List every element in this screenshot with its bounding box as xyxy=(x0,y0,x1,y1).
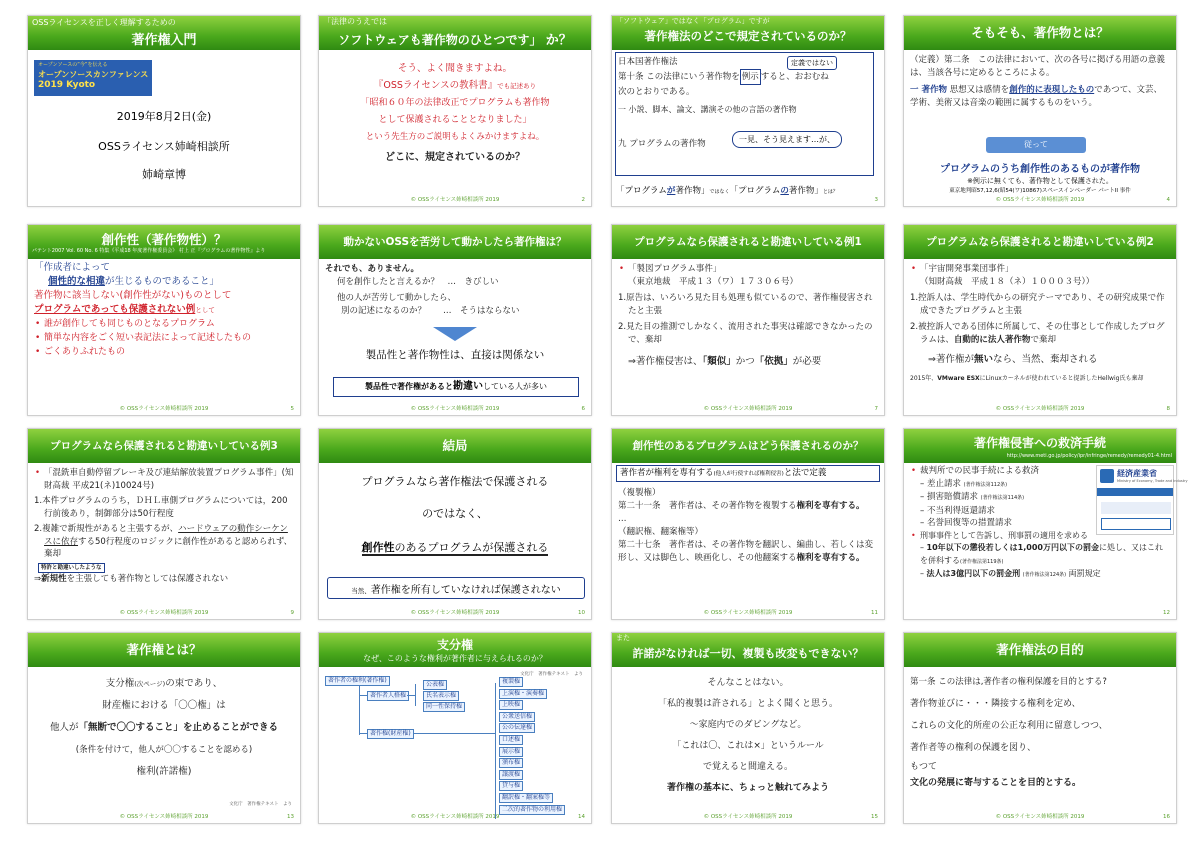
l1-a: 支分権 xyxy=(105,678,135,689)
a27-a: 第二十七条 著作者は、その著作物を翻訳し、編曲し、若しくは変形し、又は脚色し、映画化し、その他翻案する xyxy=(618,540,874,563)
p2-a: 2.複雑で新規性があると主張するが、 xyxy=(34,524,179,534)
conclusion xyxy=(910,353,1170,366)
slide-body xyxy=(34,467,294,586)
slide-title: そもそも、著作物とは？ xyxy=(971,25,1109,40)
node-publication: 公表権 xyxy=(423,680,447,690)
line-6: 文化の発展に寄与することを目的とする。 xyxy=(910,778,1082,788)
bullet-3: • ごくありふれたもの xyxy=(34,345,294,359)
connector xyxy=(495,683,496,819)
not-protected: プログラムであっても保護されない例 xyxy=(34,304,196,315)
footer: © OSSライセンス姉崎相談所 2019 xyxy=(410,406,500,412)
node-economic-right: 翻訳権・翻案権等 xyxy=(499,793,553,803)
line-1: そんなことはない。 xyxy=(707,678,789,688)
source-url[interactable]: http://www.meti.go.jp/policy/ipr/infringe/remedy/remedy01-4.html xyxy=(1006,453,1172,459)
slide-15 xyxy=(611,632,885,824)
bullet-2: • 簡単な内容をごく短い表記法によって記述したもの xyxy=(34,331,294,345)
down-arrow xyxy=(433,327,477,341)
case-name: • 「宇宙開発事業団事件」 xyxy=(910,263,1170,276)
slide-title: 創作性のあるプログラムはどう保護されるのか？ xyxy=(632,440,864,452)
connector xyxy=(413,733,495,734)
footer: © OSSライセンス姉崎相談所 2019 xyxy=(119,610,209,616)
line-3 xyxy=(34,717,294,739)
slide-body xyxy=(910,54,1170,110)
line-5: もつて xyxy=(910,762,938,772)
source: 文化庁 著作権テキスト より xyxy=(520,672,583,677)
particle-ga: が xyxy=(666,186,676,196)
phrase-1: 「プログラム xyxy=(616,186,667,196)
slide-10 xyxy=(318,428,592,620)
footer: © OSSライセンス姉崎相談所 2019 xyxy=(410,814,500,820)
point-2 xyxy=(910,321,1170,347)
slide-subtitle: 「ソフトウェア」ではなく「プログラム」ですが xyxy=(616,17,770,25)
page-number: 4 xyxy=(1166,197,1170,203)
line-4: として保護されることとなりました」 xyxy=(378,115,532,125)
callout-not-definition: 定義ではない xyxy=(787,56,837,70)
damages: 損害賠償請求 xyxy=(926,492,978,502)
definition-item xyxy=(910,84,1170,110)
callout-looks-so: 一見、そう見えます…が、 xyxy=(732,131,842,148)
slide-header xyxy=(904,225,1176,259)
p2-b: ハードウェアの動作シーケンスに依存 xyxy=(44,524,288,547)
misconception-box xyxy=(333,377,579,397)
example-word: 例示 xyxy=(740,69,761,85)
c-a: ⇒著作権が xyxy=(928,354,974,365)
penalty-1: – 10年以下の懲役若しくは1,000万円以下の罰金に処し、又はこれを併科する(著作権法第119条) xyxy=(920,543,1163,565)
d-b: (他人が行使すれば権利侵害) xyxy=(713,471,784,477)
p2-c: する50行程度のロジックに創作性があると認められず、棄却 xyxy=(44,536,293,559)
slide-body xyxy=(615,52,874,176)
line-2c: すると、おおむね xyxy=(760,72,829,82)
slide-header xyxy=(28,16,300,50)
connector xyxy=(407,695,415,696)
node-property-rights: 著作権(財産権) xyxy=(367,729,414,739)
line-3: 次のとおりである。 xyxy=(618,87,695,97)
page-number: 14 xyxy=(578,814,585,820)
phrase-3: ではなく xyxy=(709,189,730,195)
line-6 xyxy=(616,184,838,196)
page-number: 15 xyxy=(871,814,878,820)
slide-3 xyxy=(611,15,885,207)
slide-body xyxy=(618,263,878,368)
item-3: – 不当利得返還請求 xyxy=(920,505,995,516)
page-number: 16 xyxy=(1163,814,1170,820)
slide-title: 許諾がなければ一切、複製も改変もできない？ xyxy=(632,647,864,660)
item-4: – 名誉回復等の措置請求 xyxy=(920,518,1012,528)
slide-title: 支分権 xyxy=(436,638,473,652)
conclusion xyxy=(34,573,294,586)
l1-b: (次ページ) xyxy=(134,680,166,688)
slide-title: 創作性（著作物性）？ xyxy=(101,232,227,247)
pen-a: 10年以下の懲役若しくは1,000万円以下の罰金 xyxy=(926,543,1099,552)
c-b: 無い xyxy=(973,354,993,365)
injunction: 差止請求 xyxy=(926,478,961,489)
l3-b: 「無断で〇〇すること」を止めることができる xyxy=(78,722,279,733)
line-5: 権利(許諾権) xyxy=(136,766,192,777)
line-1: プログラムなら著作権法で保護される xyxy=(361,475,549,488)
l3-a: 他人が xyxy=(49,722,79,733)
node-economic-right: 貸与権 xyxy=(499,781,523,791)
node-economic-right: 複製権 xyxy=(499,677,523,687)
line-4b: として xyxy=(195,306,215,314)
page-number: 11 xyxy=(871,610,878,616)
slide-8 xyxy=(903,224,1177,416)
slide-header xyxy=(904,16,1176,50)
page-number: 7 xyxy=(874,406,878,412)
slide-body xyxy=(910,465,1170,582)
slide-body xyxy=(618,673,878,799)
line-2: 何を創作したと言えるか？ … きびしい xyxy=(337,277,499,287)
node-economic-right: 二次的著作物の利用権 xyxy=(499,805,565,815)
line-1 xyxy=(34,673,294,695)
c-b: 新規性 xyxy=(41,574,67,584)
slide-6 xyxy=(318,224,592,416)
node-economic-right: 公の伝達権 xyxy=(499,723,535,733)
page-number: 9 xyxy=(290,610,294,616)
page-number: 3 xyxy=(874,197,878,203)
osc-logo-line-3: 2019 Kyoto xyxy=(38,80,96,90)
term: 一 著作物 xyxy=(910,85,947,95)
footer: © OSSライセンス姉崎相談所 2019 xyxy=(119,406,209,412)
slide-4 xyxy=(903,15,1177,207)
line-1: 第一条 この法律は,著作者の権利保護を目的とする? xyxy=(910,677,1107,687)
node-integrity: 同一性保持権 xyxy=(423,702,465,712)
footer: © OSSライセンス姉崎相談所 2019 xyxy=(703,814,793,820)
c-c: を主張しても著作物としては保護されない xyxy=(66,574,229,584)
slide-header xyxy=(612,633,884,667)
case-ref: 東京地判昭57,12,6(昭54(ワ)10867)スペースインベーダー パートII 事件 xyxy=(949,188,1131,194)
node-economic-right: 展示権 xyxy=(499,747,523,757)
article-21 xyxy=(618,500,878,513)
c-c: なら、当然、棄却される xyxy=(992,354,1098,365)
slide-subtitle: OSSライセンスを正しく理解するための xyxy=(32,18,176,27)
patent-tag: 特許と勘違いしたような xyxy=(38,563,105,573)
line-3b: のあるプログラムが保護される xyxy=(394,541,549,554)
corp-a: 法人は3億円以下の罰金刑 xyxy=(926,569,1021,578)
slide-title: プログラムなら保護されると勘違いしている例2 xyxy=(926,236,1154,248)
presentation-date: 2019年8月2日(金) xyxy=(116,110,212,123)
footer: © OSSライセンス姉崎相談所 2019 xyxy=(995,197,1085,203)
line-4: (条件を付けて，他人が〇〇することを認める) xyxy=(75,745,253,755)
slide-header xyxy=(28,633,300,667)
slide-title: 著作権法の目的 xyxy=(996,642,1084,657)
point-1: 1.原告は、いろいろ見た目も処理も似ているので、著作権侵害されたと主張 xyxy=(618,293,873,316)
item-1: – 差止請求 (著作権法第112条) xyxy=(920,478,1008,489)
slide-title: ソフトウェアも著作物のひとつです」 xyxy=(338,33,542,47)
slide-header xyxy=(904,429,1176,463)
slide-9 xyxy=(27,428,301,620)
slide-header xyxy=(28,429,300,463)
page-number: 10 xyxy=(578,610,585,616)
a27-b: 権利を専有する。 xyxy=(796,553,865,563)
phrase-a: 製品性で著作権があると xyxy=(365,382,453,391)
line-2 xyxy=(618,69,871,85)
p2-c: で棄却 xyxy=(1030,335,1056,345)
conclusion: プログラムのうち創作性のあるものが著作物 xyxy=(940,164,1140,175)
slide-11 xyxy=(611,428,885,620)
c-b: 「類似」 xyxy=(702,356,736,367)
line-6: 著作権の基本に、ちょっと触れてみよう xyxy=(666,783,829,793)
line-4: 「これは〇、これは×」というルール xyxy=(672,741,824,751)
slide-header xyxy=(612,225,884,259)
c-a: ⇒ xyxy=(34,574,42,584)
def-a: 思想又は感情を xyxy=(949,85,1010,95)
meti-name: 経済産業省 xyxy=(1117,469,1157,478)
line-2: のではなく、 xyxy=(422,507,488,520)
slide-title: 著作権とは？ xyxy=(126,642,202,657)
creativity: 創作性 xyxy=(361,541,395,554)
line-1: 日本国著作権法 xyxy=(618,57,678,67)
definition-intro: （定義）第二条 この法律において、次の各号に掲げる用語の意義は、当該各号に定めるところによる。 xyxy=(910,55,1165,78)
footer: © OSSライセンス姉崎相談所 2019 xyxy=(995,406,1085,412)
slide-header xyxy=(319,429,591,463)
line-1: それでも、ありません。 xyxy=(325,264,420,274)
ellipsis: … xyxy=(618,514,627,524)
line-4 xyxy=(34,303,294,317)
slide-subtitle: なぜ、このような権利が著作者に与えられるのか？ xyxy=(363,654,547,663)
node-name-indication: 氏名表示権 xyxy=(423,691,459,701)
definition-box xyxy=(616,465,880,482)
slide-title: プログラムなら保護されると勘違いしている例3 xyxy=(50,440,278,452)
node-economic-right: 上演権・演奏権 xyxy=(499,689,547,699)
line-5: 製品性と著作物性は、直接は関係ない xyxy=(365,349,545,361)
slide-body xyxy=(34,673,294,783)
heading-1: （複製権） xyxy=(618,488,661,498)
footer: © OSSライセンス姉崎相談所 2019 xyxy=(703,610,793,616)
line-3: これらの文化的所産の公正な利用に留意しつつ、 xyxy=(910,721,1108,731)
d-a: 著作者が権利を専有する xyxy=(620,468,714,478)
item-2: – 損害賠償請求 (著作権法第114条) xyxy=(920,492,1025,502)
slide-body xyxy=(325,60,585,166)
c-c: かつ xyxy=(735,356,755,367)
connector xyxy=(359,695,367,696)
page-number: 13 xyxy=(287,814,294,820)
a21-a: 第二十一条 著作者は、その著作物を複製する xyxy=(618,501,797,511)
case-ref: （知財高裁 平成１８（ネ）１０００３号）） xyxy=(920,277,1095,287)
slide-header xyxy=(319,225,591,259)
reputation: 名誉回復等の措置請求 xyxy=(926,518,1012,528)
slide-title: 著作権入門 xyxy=(131,33,197,48)
line-1: 「作成者によって xyxy=(34,262,111,273)
heading-2: （翻訳権、翻案権等） xyxy=(618,527,704,537)
pen-b: に処し、又はこれを併科する xyxy=(920,543,1163,565)
line-3: 「昭和６０年の法律改正でプログラムも著作物 xyxy=(360,98,550,108)
line-4: 一 小説、脚本、論文、講演その他の言語の著作物 xyxy=(618,105,797,114)
note xyxy=(910,372,1170,385)
osc-logo-line-2: オープンソースカンファレンス xyxy=(38,70,149,79)
slide-7 xyxy=(611,224,885,416)
point-1: 1.控訴人は、学生時代からの研究テーマであり、その研究成果で作成できたプログラムと主張 xyxy=(910,293,1165,316)
line-1: そう、よく聞きますよね。 xyxy=(397,63,512,74)
book-title: 『OSSライセンスの教科書』 xyxy=(373,80,498,91)
n-b: VMware ESX xyxy=(937,375,980,382)
note-a: 当然、 xyxy=(351,587,371,595)
slide-14 xyxy=(318,632,592,824)
line-4: 別の記述になるのか？ … そうはならない xyxy=(341,306,520,316)
footer: © OSSライセンス姉崎相談所 2019 xyxy=(410,610,500,616)
line-2 xyxy=(34,275,294,289)
page-number: 8 xyxy=(1166,406,1170,412)
corp-ref: (著作権法第124条) xyxy=(1022,572,1067,578)
footer: © OSSライセンス姉崎相談所 2019 xyxy=(703,406,793,412)
line-3 xyxy=(319,539,591,555)
pen-ref: (著作権法第119条) xyxy=(960,558,1004,565)
phrase-c: している人が多い xyxy=(483,382,547,391)
c-a: ⇒著作権侵害は、 xyxy=(628,356,703,367)
article-27 xyxy=(618,539,878,565)
slide-header xyxy=(612,429,884,463)
slide-16 xyxy=(903,632,1177,824)
phrase-2: 著作物」 xyxy=(675,186,710,196)
node-root: 著作者の権利(著作権) xyxy=(325,676,390,686)
c-e: が必要 xyxy=(792,356,822,367)
line-2a: 第十条 この法律にいう著作物を xyxy=(618,72,740,82)
node-economic-right: 公衆送信権 xyxy=(499,712,535,722)
slide-source: パテント2007 Vol. 60 No. 6 特集《平成18 年度著作権委員会》 村上 正『プログラムの著作物性』より xyxy=(32,248,266,254)
slide-title: 著作権侵害への救済手続 xyxy=(973,436,1106,450)
line-3: 他の人が苦労して動かしたら、 xyxy=(337,293,457,303)
line-4: 著作者等の権利の保護を図り、 xyxy=(910,743,1037,753)
organization: OSSライセンス姉崎相談所 xyxy=(98,140,230,153)
line-2: 著作物並びに・・・隣接する権利を定め、 xyxy=(910,699,1081,709)
slide-subtitle: また xyxy=(616,634,630,642)
osc-logo xyxy=(34,60,152,96)
node-economic-right: 口述権 xyxy=(499,735,523,745)
source: 文化庁 著作権テキスト より xyxy=(229,802,292,807)
slide-header xyxy=(319,16,591,50)
slide-header xyxy=(28,225,300,259)
corp-c: 両罰規定 xyxy=(1068,569,1101,578)
rights-tree xyxy=(319,633,591,823)
injunction-ref: (著作権法第112条) xyxy=(963,481,1008,488)
osc-logo-line-1: オープンソースの“今”を伝える xyxy=(38,62,108,68)
key-phrase: 個性的な相違 xyxy=(48,276,106,287)
node-economic-right: 上映権 xyxy=(499,700,523,710)
line-2: 財産権における「〇〇権」は xyxy=(102,700,226,711)
phrase-4: 「プログラム xyxy=(729,186,781,196)
node-economic-right: 頒布権 xyxy=(499,758,523,768)
line-5: で覚えると間違える。 xyxy=(702,762,793,772)
c-d: 「依拠」 xyxy=(754,356,793,367)
slide-body xyxy=(325,263,585,318)
bullet-1: • 誰が創作しても同じものとなるプログラム xyxy=(34,317,294,331)
page-number: 12 xyxy=(1163,610,1170,616)
phrase-6: とは？ xyxy=(822,189,838,195)
conclusion xyxy=(618,355,878,368)
line-2 xyxy=(325,77,585,95)
point-1: 1.本件プログラムのうち，ＤＨＬ車側プログラムについては，200行前後あり，制御部分は50行程度 xyxy=(34,496,288,519)
line-3: 著作物に該当しない(創作性がない)ものとして xyxy=(34,290,232,301)
damages-ref: (著作権法第114条) xyxy=(980,495,1025,501)
line-2b: が生じるものであること」 xyxy=(105,276,220,287)
n-a: 2015年、 xyxy=(910,375,938,382)
case-name: • 「混銑車自動停留ブレーキ及び連結解放装置プログラム事件」(知財高裁 平成21(ネ)10024号) xyxy=(34,467,294,492)
page-number: 6 xyxy=(581,406,585,412)
def-b: であつて、文芸、学術、美術又は音楽の範囲に属するものをいう。 xyxy=(910,85,1163,108)
book-note: でも記述あり xyxy=(497,82,537,90)
page-number: 2 xyxy=(581,197,585,203)
d-c: と法で定義 xyxy=(783,468,827,478)
line-2: 「私的複製は許される」とよく聞くと思う。 xyxy=(657,699,838,709)
slide-title: 著作権法のどこで規定されているのか？ xyxy=(644,29,852,43)
case-name: • 「製図プログラム事件」 xyxy=(618,263,878,276)
meti-name-en: Ministry of Economy, Trade and Industry xyxy=(1117,479,1188,483)
footer: © OSSライセンス姉崎相談所 2019 xyxy=(119,814,209,820)
presenter-name: 姉崎章博 xyxy=(142,168,186,181)
particle-no: の xyxy=(780,186,789,196)
slide-13 xyxy=(27,632,301,824)
point-2 xyxy=(34,523,294,561)
def-key: 創作的に表現したもの xyxy=(1009,85,1095,95)
slide-header xyxy=(904,633,1176,667)
slide-title-question: か？ xyxy=(545,33,572,48)
connector xyxy=(359,733,367,734)
slide-subtitle: 「法律のうえでは xyxy=(323,17,387,26)
slide-12 xyxy=(903,428,1188,620)
slide-body xyxy=(910,263,1170,385)
a21-b: 権利を専有する。 xyxy=(796,501,865,511)
line-3: ～家庭内でのダビングなど。 xyxy=(689,720,807,730)
p2-b: 自動的に法人著作物 xyxy=(953,335,1031,345)
slide-title: 動かないOSSを苦労して動かしたら著作権は？ xyxy=(343,236,567,248)
case-ref: （東京地裁 平成１３（ワ）１７３０６号） xyxy=(628,277,799,287)
phrase-5: 著作物」 xyxy=(788,186,823,196)
note-bubble xyxy=(327,577,585,599)
therefore-badge: 従って xyxy=(986,137,1086,153)
page-number: 5 xyxy=(290,406,294,412)
n-c: にLinuxカーネルが使われていると提訴したHellwig氏も棄却 xyxy=(979,375,1144,382)
node-moral-rights: 著作者人格権 xyxy=(367,691,409,701)
connector xyxy=(359,685,360,735)
node-economic-right: 譲渡権 xyxy=(499,770,523,780)
slide-2 xyxy=(318,15,592,207)
penalty-2: – 法人は3億円以下の罰金刑 (著作権法第124条) 両罰規定 xyxy=(920,569,1101,578)
criminal: • 刑事事件として告訴し、刑事罰の適用を求める xyxy=(910,530,1170,543)
line-5: という先生方のご説明もよくみかけますよね。 xyxy=(365,132,545,142)
connector xyxy=(415,684,416,706)
line-5: 九 プログラムの著作物 xyxy=(618,139,706,149)
footer: © OSSライセンス姉崎相談所 2019 xyxy=(410,197,500,203)
footer: © OSSライセンス姉崎相談所 2019 xyxy=(995,814,1085,820)
slide-5 xyxy=(27,224,301,416)
slide-title: プログラムなら保護されると勘違いしている例1 xyxy=(634,236,862,248)
civil-remedies: • 裁判所での民事手続による救済 xyxy=(910,465,1095,478)
slide-title: 結局 xyxy=(442,438,468,453)
p2-a: 2.被控訴人である団体に所属して、その仕事として作成したプログラムは、 xyxy=(910,322,1165,345)
line-6: どこに、規定されているのか？ xyxy=(385,152,525,163)
l1-c: の束であり、 xyxy=(165,678,223,689)
point-2: 2.見た目の推測でしかなく、流用された事実は確認できなかったので、棄却 xyxy=(618,322,873,345)
slide-body xyxy=(910,671,1170,791)
slide-body xyxy=(618,487,878,565)
slide-header xyxy=(612,16,884,50)
unjust-enrichment: 不当利得返還請求 xyxy=(926,505,995,516)
note: ※例示に無くても、著作物として保護された。 xyxy=(967,177,1113,185)
misconception: 勘違い xyxy=(453,381,483,392)
slide-1 xyxy=(27,15,301,207)
slide-body xyxy=(34,261,294,359)
note-b: 著作権を所有していなければ保護されない xyxy=(370,585,561,596)
